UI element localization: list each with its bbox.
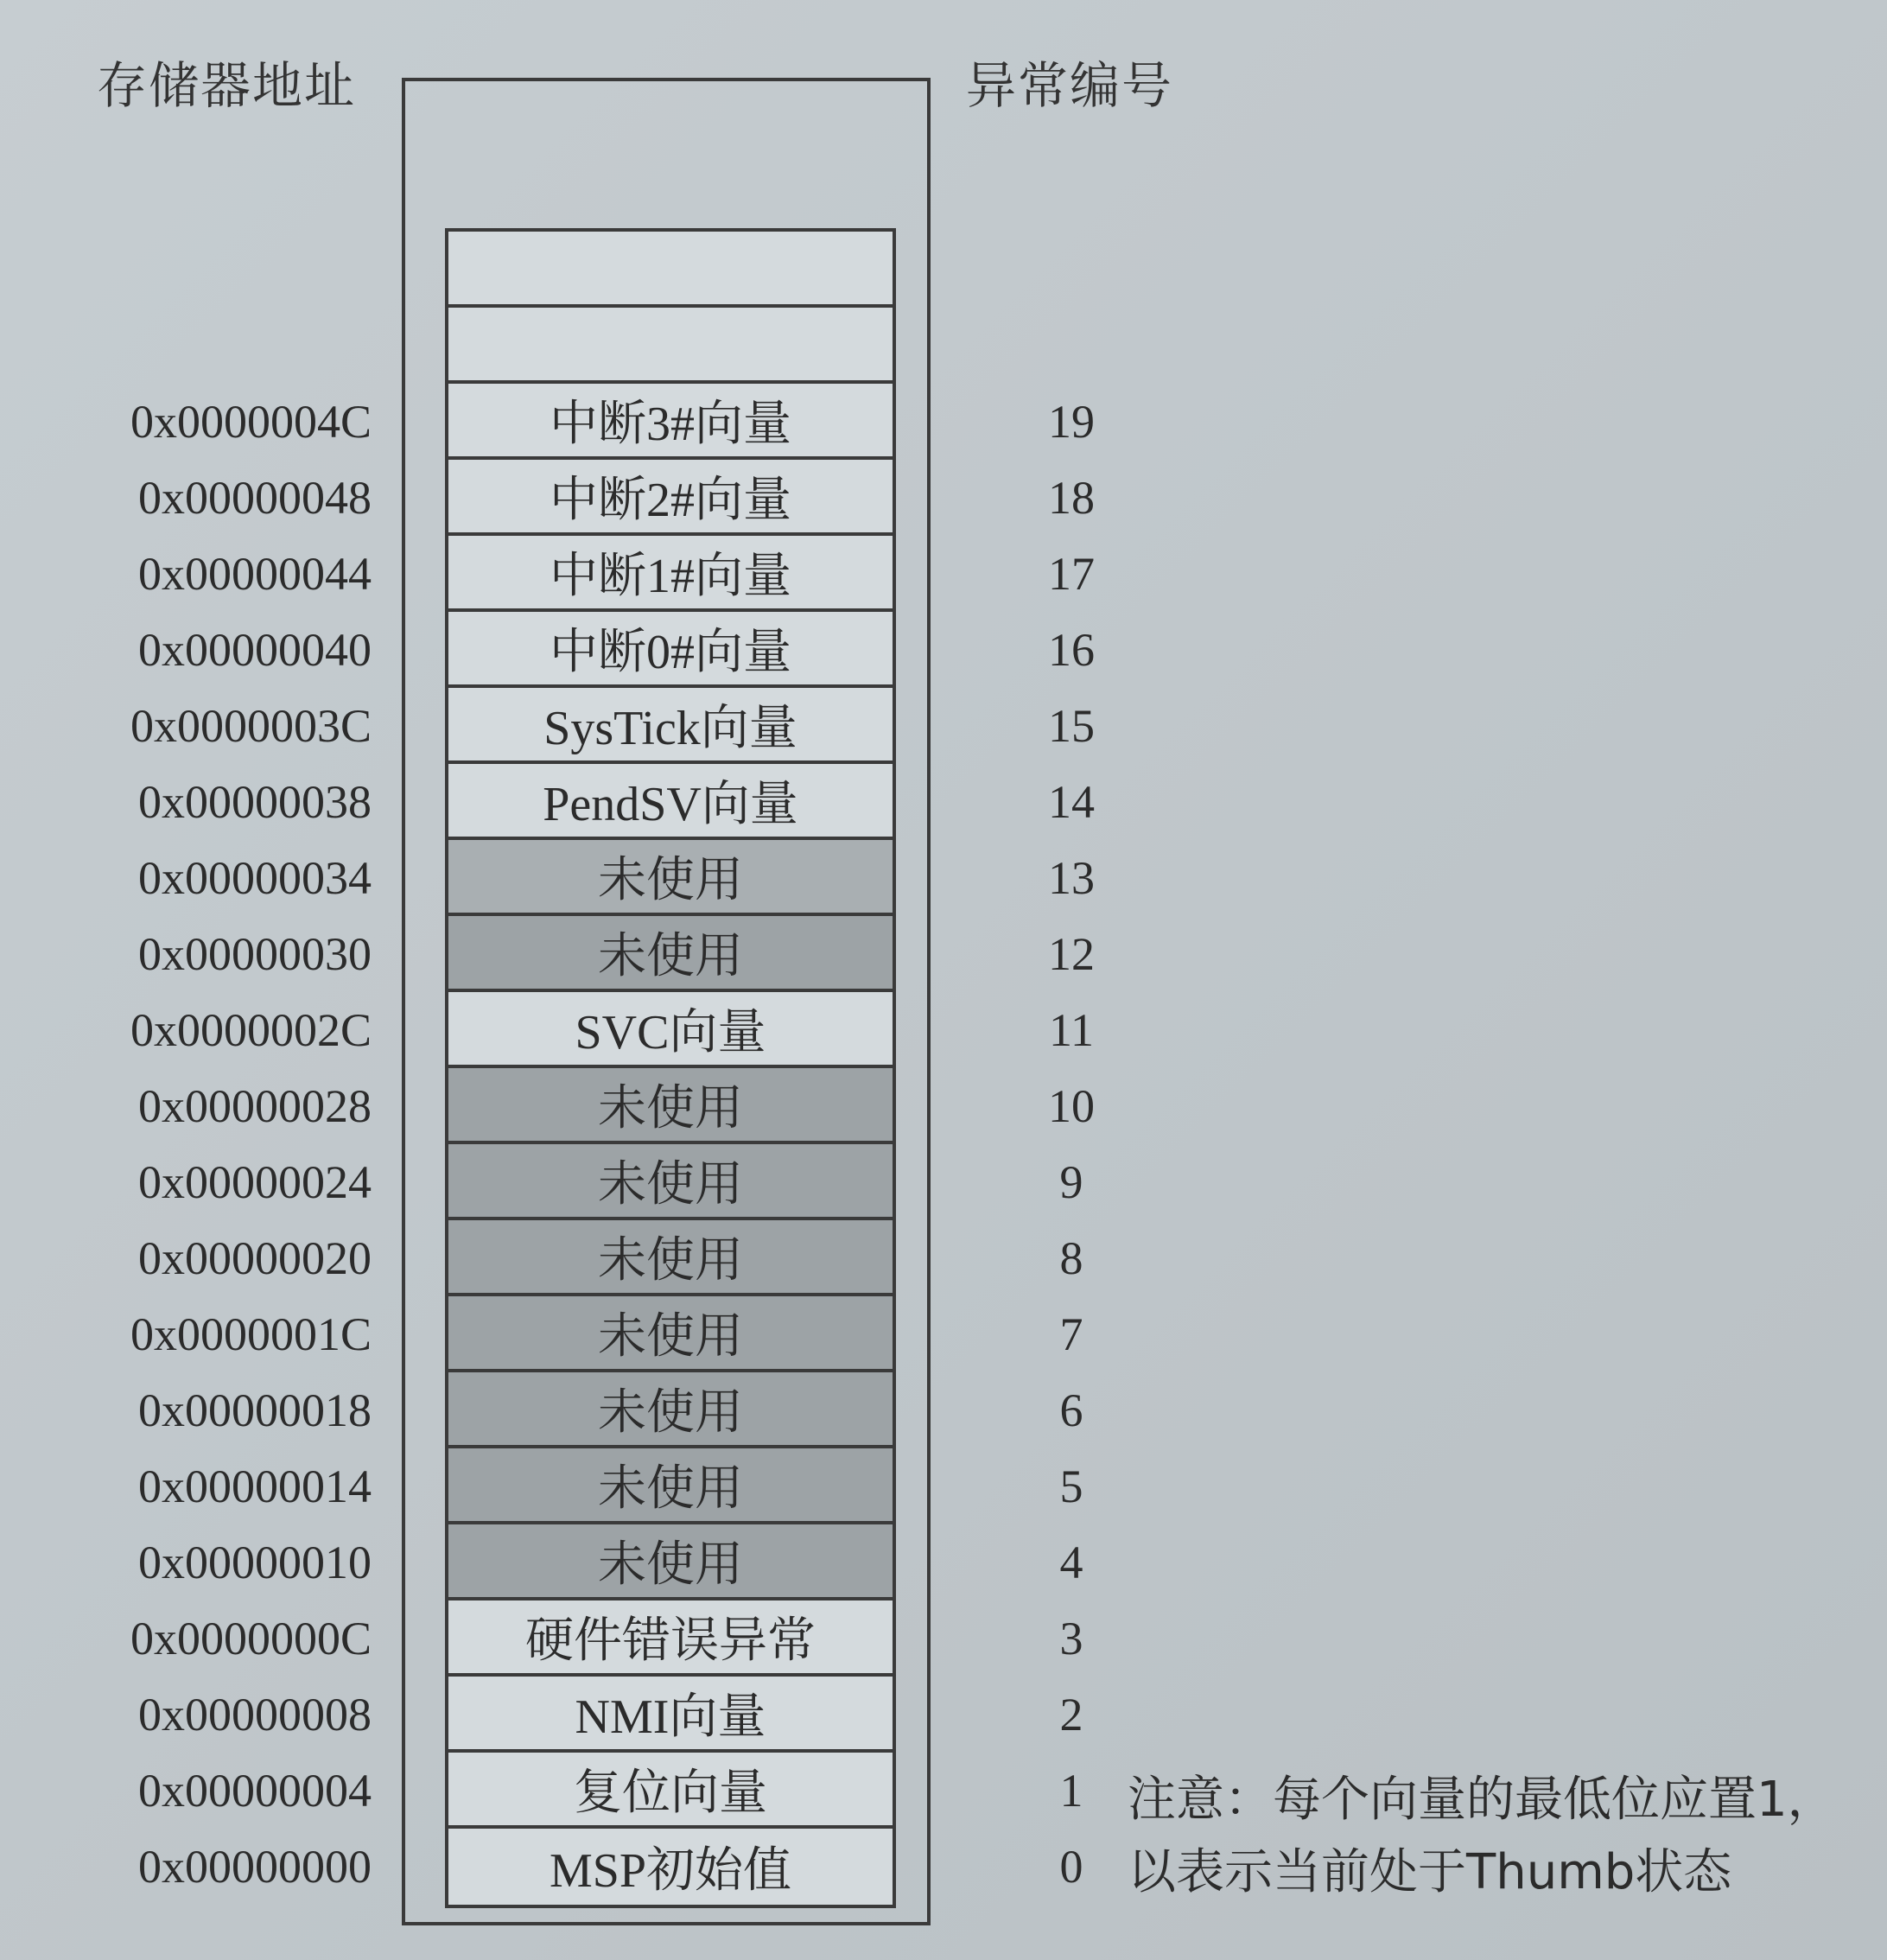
exception-number-label: 13: [1048, 852, 1095, 904]
vector-table-row: 中断0#向量: [448, 612, 893, 688]
vector-table-row: 未使用: [448, 840, 893, 916]
exception-number-label: 10: [1048, 1080, 1095, 1132]
exception-number-label: 14: [1048, 776, 1095, 828]
note-line-1: 注意：每个向量的最低位应置1，: [1128, 1772, 1836, 1828]
exception-number-label: 8: [1059, 1232, 1083, 1284]
vector-table-row: 未使用: [448, 916, 893, 992]
memory-address-label: 0x0000000C: [130, 1613, 372, 1664]
memory-address-label: 0x0000002C: [130, 1004, 372, 1056]
exception-number-label: 9: [1059, 1156, 1083, 1208]
memory-address-label: 0x00000018: [138, 1384, 372, 1436]
exception-number-label: 18: [1048, 472, 1095, 524]
vector-table-row: 未使用: [448, 1220, 893, 1296]
vector-table: [445, 228, 896, 1908]
vector-table-row: 未使用: [448, 1524, 893, 1600]
exception-number-label: 1: [1059, 1765, 1083, 1817]
memory-address-label: 0x00000038: [138, 776, 372, 828]
memory-address-label: 0x0000001C: [130, 1308, 372, 1360]
vector-table-row: 未使用: [448, 1448, 893, 1524]
memory-address-label: 0x00000024: [138, 1156, 372, 1208]
vector-table-row: 复位向量: [448, 1753, 893, 1829]
exception-number-label: 4: [1059, 1537, 1083, 1588]
memory-address-label: 0x00000014: [138, 1460, 372, 1512]
exception-number-label: 17: [1048, 548, 1095, 600]
vector-table-row: NMI向量: [448, 1677, 893, 1753]
vector-table-row: 中断3#向量: [448, 384, 893, 460]
vector-table-row: 未使用: [448, 1372, 893, 1448]
memory-address-label: 0x00000048: [138, 472, 372, 524]
vector-table-row: SysTick向量: [448, 688, 893, 764]
vector-table-row: SVC向量: [448, 992, 893, 1068]
memory-address-label: 0x00000030: [138, 928, 372, 980]
memory-address-label: 0x00000008: [138, 1689, 372, 1740]
vector-table-row: 未使用: [448, 1068, 893, 1144]
memory-address-label: 0x0000004C: [130, 396, 372, 448]
vector-table-row: [448, 232, 893, 308]
vector-table-row: 硬件错误异常: [448, 1600, 893, 1677]
memory-address-label: 0x00000000: [138, 1841, 372, 1893]
vector-table-row: PendSV向量: [448, 764, 893, 840]
memory-address-label: 0x00000010: [138, 1537, 372, 1588]
memory-address-label: 0x00000004: [138, 1765, 372, 1817]
exception-number-label: 16: [1048, 624, 1095, 676]
memory-address-label: 0x0000003C: [130, 700, 372, 752]
exception-number-label: 11: [1049, 1004, 1094, 1056]
memory-address-label: 0x00000034: [138, 852, 372, 904]
memory-address-label: 0x00000044: [138, 548, 372, 600]
note-line-2: 以表示当前处于Thumb状态: [1128, 1844, 1732, 1900]
exception-number-label: 2: [1059, 1689, 1083, 1740]
vector-table-row: [448, 308, 893, 384]
exception-number-label: 7: [1059, 1308, 1083, 1360]
memory-address-label: 0x00000040: [138, 624, 372, 676]
exception-number-label: 12: [1048, 928, 1095, 980]
vector-table-row: 中断2#向量: [448, 460, 893, 536]
exception-number-label: 19: [1048, 396, 1095, 448]
exception-number-label: 5: [1059, 1460, 1083, 1512]
exception-number-header: 异常编号: [966, 56, 1174, 115]
exception-number-label: 15: [1048, 700, 1095, 752]
memory-address-label: 0x00000020: [138, 1232, 372, 1284]
memory-address-header: 存储器地址: [97, 56, 357, 115]
vector-table-row: MSP初始值: [549, 1844, 792, 1898]
exception-number-label: 0: [1059, 1841, 1083, 1893]
memory-address-label: 0x00000028: [138, 1080, 372, 1132]
vector-table-row: 未使用: [448, 1144, 893, 1220]
vector-table-row: 未使用: [448, 1296, 893, 1372]
vector-table-row: 中断1#向量: [448, 536, 893, 612]
exception-number-label: 6: [1059, 1384, 1083, 1436]
exception-number-label: 3: [1059, 1613, 1083, 1664]
